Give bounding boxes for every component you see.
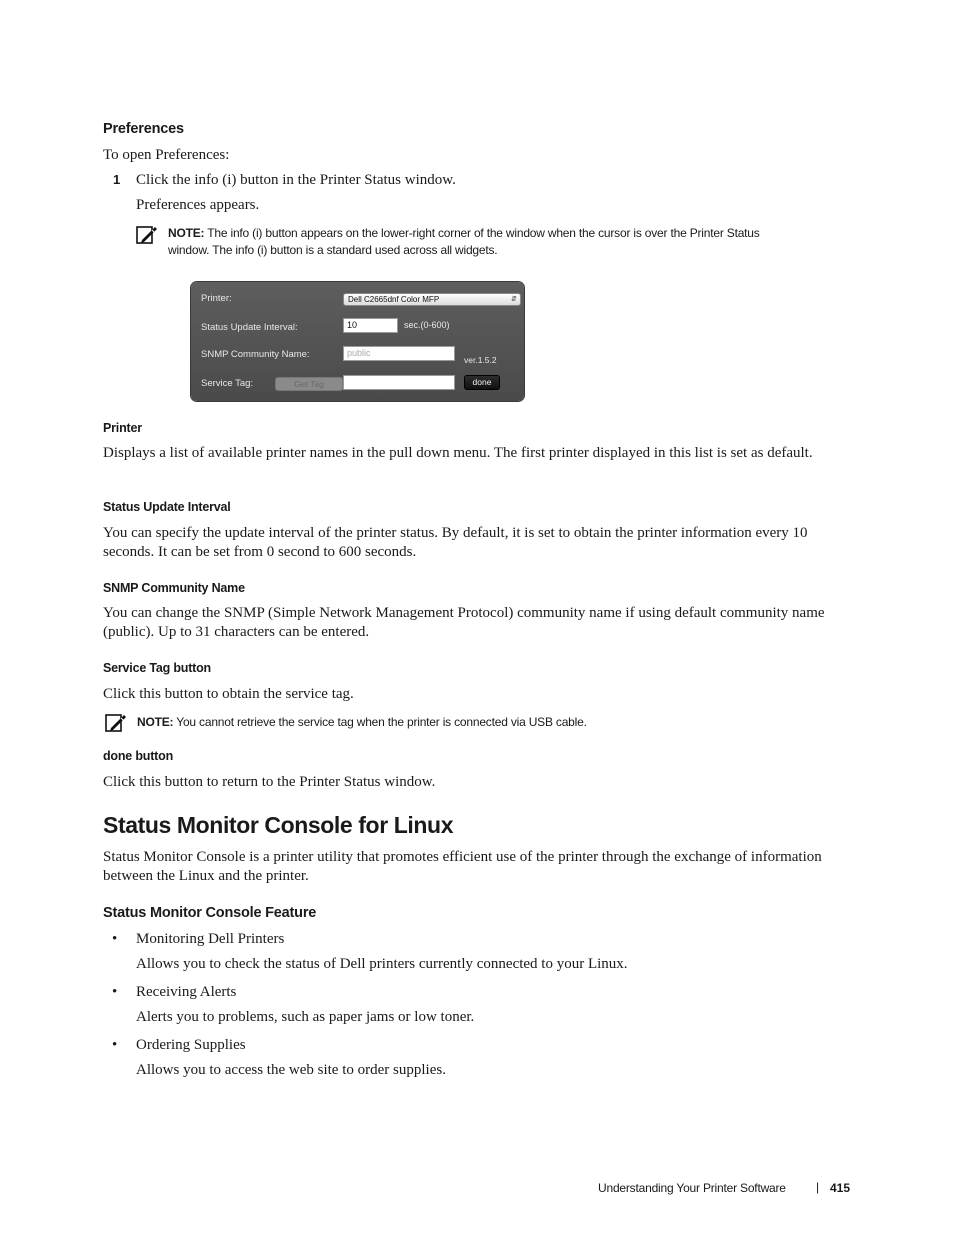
interval-text: You can specify the update interval of the printer status. By default, it is set to obtain the printer information every 10 seconds. It can be set from 0 second to 600 seconds. [103,525,808,560]
step-bold-info: info (i) [194,172,237,188]
done-button[interactable]: done [464,375,500,390]
note-usb-label: NOTE: [137,715,174,729]
printer-select[interactable] [343,293,521,306]
footer-chapter: Understanding Your Printer Software [598,1181,786,1195]
note-t2: button appears on the lower-right corner of the window when the cursor is over the [262,226,690,240]
intro-prefix: To open [103,147,156,163]
step-result [136,196,259,215]
note-label: NOTE: [168,226,205,240]
feature-title: Monitoring Dell Printers [136,931,285,947]
step-text [136,171,456,190]
note-b2: Printer Status [689,226,760,240]
intro-suffix: : [225,147,230,163]
done-suffix: window. [380,774,436,790]
service-tag-text: Click this button to obtain the service tag. [103,686,354,702]
printer-text: Displays a list of available printer names in the pull down menu. The first printer displayed in this list is set as default. [103,445,813,461]
feature-desc: Allows you to check the status of Dell printers currently connected to your Linux. [136,956,628,972]
interval-label: Status Update Interval: [201,322,298,333]
preferences-intro [103,146,229,165]
linux-intro [103,848,843,886]
select-arrows-icon: ⇵ [511,296,517,303]
step-suffix: window. [400,172,456,188]
service-tag-heading: Service Tag button [103,661,211,675]
bullet-icon: • [112,984,118,1000]
preferences-dialog [191,282,524,401]
printer-select-value: Dell C2665dnf Color MFP [348,295,440,304]
footer-separator: | [816,1180,820,1194]
note-t3: window. The [168,243,236,257]
done-heading: done button [103,749,173,763]
snmp-input[interactable]: public [343,346,455,361]
linux-heading: Status Monitor Console for Linux [103,812,454,838]
step-bold-printer-status: Printer Status [319,172,401,188]
done-prefix: Click this button to return to the [103,774,300,790]
snmp-label: SNMP Community Name: [201,349,310,360]
note-b3: info (i) [235,243,268,257]
preferences-heading: Preferences [103,121,184,137]
feature-heading: Status Monitor Console Feature [103,905,317,921]
note-pencil-icon [105,712,127,734]
intro-bold: Preferences [155,147,226,163]
note-usb [137,714,587,731]
printer-heading: Printer [103,421,142,435]
printer-label: Printer: [201,293,232,304]
step-prefix: Click the [136,172,195,188]
bullet-icon: • [112,931,118,947]
snmp-text: You can change the SNMP (Simple Network Management Protocol) community name if using default community name (public). Up to 31 characters can be entered. [103,605,825,640]
linux-intro-text: is a printer utility that promotes efficient use of the printer through the exchange of information between the Linux and the printer. [103,849,822,884]
note-pencil-icon [136,224,158,246]
linux-intro-bold: Status Monitor Console [103,849,246,865]
note-b1: info (i) [230,226,263,240]
step-mid: button in the [236,172,320,188]
page-number: 415 [830,1181,851,1195]
done-bold: Printer Status [299,774,381,790]
interval-heading: Status Update Interval [103,500,231,514]
bullet-icon: • [112,1037,118,1053]
result-suffix: appears. [205,197,260,213]
feature-title: Ordering Supplies [136,1037,246,1053]
note-t4: button is a standard used across all widgets. [267,243,498,257]
note-t1: The [204,226,231,240]
step-number: 1 [113,172,121,187]
snmp-heading: SNMP Community Name [103,581,245,595]
note-info-button [168,225,828,259]
service-tag-label: Service Tag: [201,378,254,389]
feature-desc: Alerts you to problems, such as paper jams or low toner. [136,1009,475,1025]
get-tag-button[interactable]: Get Tag [275,377,343,391]
interval-input[interactable]: 10 [343,318,398,333]
service-tag-input[interactable] [343,375,455,390]
result-bold: Preferences [136,197,206,213]
interval-range: sec.(0-600) [404,320,450,330]
version-label: ver.1.5.2 [464,355,497,365]
feature-title: Receiving Alerts [136,984,237,1000]
done-text [103,773,435,792]
feature-desc: Allows you to access the web site to order supplies. [136,1062,446,1078]
note-usb-text: You cannot retrieve the service tag when the printer is connected via USB cable. [173,715,587,729]
